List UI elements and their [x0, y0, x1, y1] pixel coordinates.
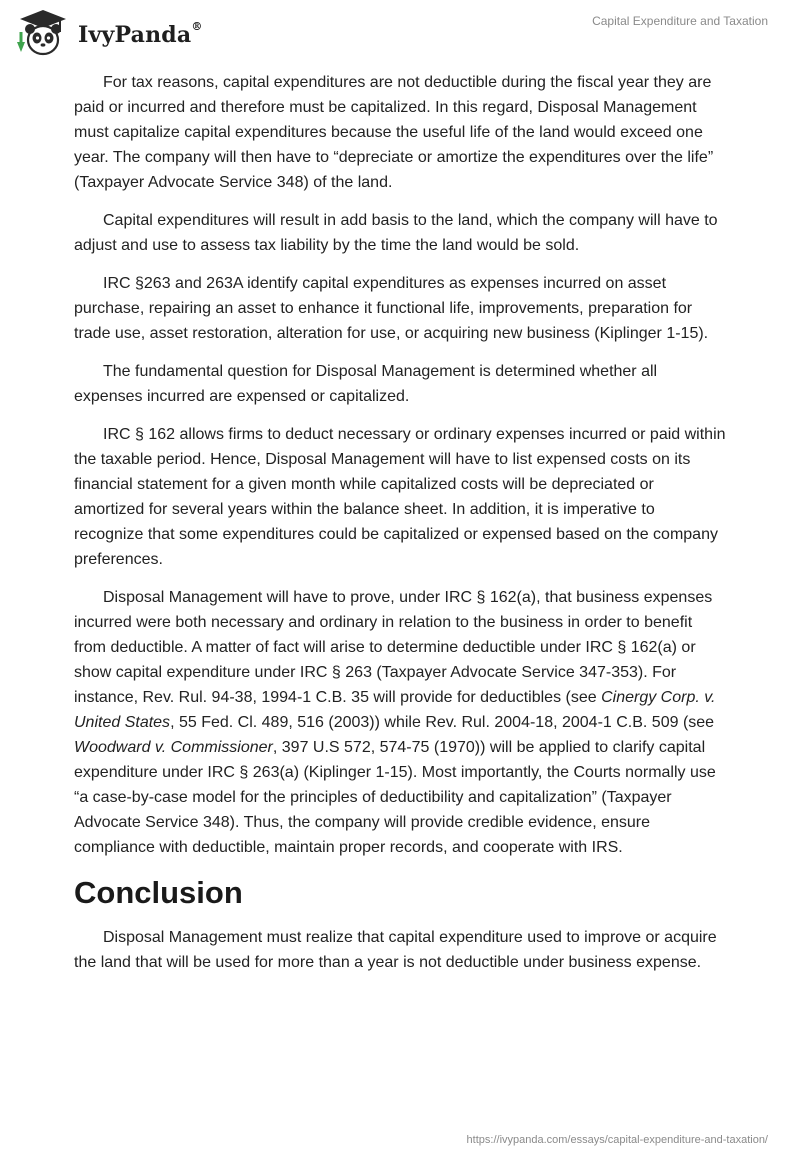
ivypanda-logo[interactable]	[14, 8, 203, 58]
essay-content	[74, 70, 726, 988]
paragraph-1: For tax reasons, capital expenditures are not deductible during the fiscal year they are paid or incurred and therefore must be capitalized. In this regard, Disposal Management must capitalize capital expenditures because the useful life of the land would exceed one year. The company will then have to “depreciate or amortize the expenditures over the life” (Taxpayer Advocate Service 348) of the land.	[74, 74, 714, 191]
logo-wordmark	[78, 19, 203, 48]
paragraph-6-part-c: , 397 U.S 572, 574-75 (1970)) will be applied to clarify capital expenditure under IRC § 263(a) (Kiplinger 1-15). Most importantly, the Courts normally use “a case-by-case model for the principles of deductibility and capitalization” (Taxpayer Advocate Service 348). Thus, the company will provide credible evidence, ensure compliance with deductible, maintain proper records, and cooperate with IRS.	[74, 739, 716, 856]
source-url-link[interactable]: https://ivypanda.com/essays/capital-expenditure-and-taxation/	[466, 1134, 768, 1146]
paragraph-6	[74, 585, 726, 860]
paragraph-7: Disposal Management must realize that capital expenditure used to improve or acquire the land that will be used for more than a year is not deductible under business expense.	[74, 929, 717, 971]
document-title: Capital Expenditure and Taxation	[592, 14, 768, 28]
paragraph-6-part-a: Disposal Management will have to prove, under IRC § 162(a), that business expenses incurred were both necessary and ordinary in relation to the business in order to benefit from deductible. A matter of fact will arise to determine deductible under IRC § 162(a) or show capital expenditure under IRC § 263 (Taxpayer Advocate Service 347-353). For instance, Rev. Rul. 94-38, 1994-1 C.B. 35 will provide for deductibles (see	[74, 589, 713, 706]
conclusion-heading: Conclusion	[74, 875, 243, 910]
page-header	[0, 0, 800, 64]
case-citation-cinergy: Cinergy Corp. v. United States	[74, 689, 716, 731]
registered-mark: ®	[191, 19, 203, 33]
paragraph-3: IRC §263 and 263A identify capital expenditures as expenses incurred on asset purchase, repairing an asset to enhance it functional life, improvements, preparation for trade use, asset restoration, alteration for use, or acquiring new business (Kiplinger 1-15).	[74, 275, 709, 342]
paragraph-4: The fundamental question for Disposal Management is determined whether all expenses incurred are expensed or capitalized.	[74, 363, 658, 405]
paragraph-5: IRC § 162 allows firms to deduct necessary or ordinary expenses incurred or paid within the taxable period. Hence, Disposal Management will have to list expensed costs on its financial statement for a given month while capitalized costs will be depreciated or amortized for several years within the balance sheet. In addition, it is imperative to recognize that some expenditures could be capitalized or expensed based on the company preferences.	[74, 426, 726, 568]
case-citation-woodward: Woodward v. Commissioner	[74, 739, 273, 756]
logo-name: IvyPanda	[78, 22, 192, 48]
panda-graduate-icon	[14, 8, 72, 58]
paragraph-6-part-b: , 55 Fed. Cl. 489, 516 (2003)) while Rev. Rul. 2004-18, 2004-1 C.B. 509 (see	[170, 714, 715, 731]
paragraph-2: Capital expenditures will result in add basis to the land, which the company will have to adjust and use to assess tax liability by the time the land would be sold.	[74, 212, 718, 254]
